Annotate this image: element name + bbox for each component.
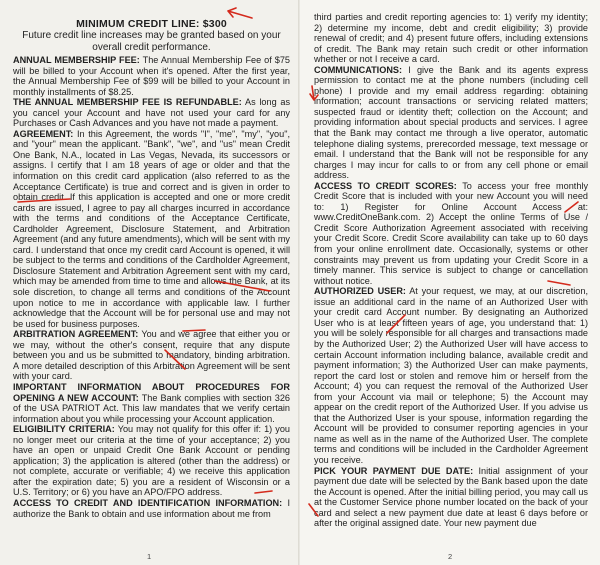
section-heading: THE ANNUAL MEMBERSHIP FEE IS REFUNDABLE: [13, 97, 242, 108]
agreement-section [13, 129, 290, 329]
section-text: In this Agreement, the words "I", "me", "my", "you", and "your" mean the applicant. "Bank", "we", and "us" mean Credit One Bank, N.A., located in Las Vegas, Nevada, its successors or assigns. I certify that I am 18 years of age or older and that the information on this credit card application (also referred to as the Acceptance Certificate) is true and correct and is given in order to obtain credit. If this application is accepted and one or more credit cards are issued, I agree to pay all charges incurred in accordance with the terms and conditions of the Acceptance Certificate, Cardholder Agreement, Disclosure Statement, and Arbitration Agreement (and any future amendments), which will be sent with my card. I understand that once my credit card Account is opened, it will be subject to the terms and conditions of the Cardholder Agreement, Disclosure Statement and Arbitration Agreement sent with my card, which may be amended from time to time and allows the Bank, at its sole discretion, to change all terms and conditions of the Account upon notice to me in accordance with applicable law. I further acknowledge that the Account will be for personal use and may not be used for business purposes. [13, 128, 290, 329]
eligibility-section [13, 424, 290, 498]
section-text: You may not qualify for this offer if: 1) you no longer meet our criteria at the time of your acceptance; 2) you have an open or unpaid Credit One Bank Account or pending application; 3) the application is altered (other than the address) or not complete, accurate or verifiable; 4) we receive this application after the expiration date; 5) you are a resident of Wisconsin or a U.S. Territory; or 6) you have an APO/FPO address. [13, 424, 290, 498]
refundable-section [13, 97, 290, 129]
section-text: Initial assignment of your payment due date will be selected by the Bank based upon the date the Account is opened. After the initial billing period, you may call us at the Customer Service phone number located on the back of your card and select a new payment due date at least 6 days before or after the original assigned date. Your new payment due [314, 465, 588, 529]
page-number: 1 [147, 552, 152, 561]
section-heading: COMMUNICATIONS: [314, 64, 403, 75]
section-heading: IMPORTANT INFORMATION ABOUT PROCEDURES FOR OPENING A NEW ACCOUNT: [13, 381, 290, 403]
communications-section [314, 65, 588, 181]
page-number: 2 [448, 552, 453, 561]
page-title: MINIMUM CREDIT LINE: $300 [76, 18, 227, 30]
section-heading: ARBITRATION AGREEMENT: [13, 329, 139, 340]
section-text: I give the Bank and its agents express permission to contact me at the phone numbers (including cell phone) I provide and my email address regarding: obtaining information; account transactions or servicing related matters; suspected fraud or identity theft; collection on the Account; and providing information about special products and services. I agree that the Bank may contact me through a live operator, automatic telephone dialing systems, prerecorded message, text message or email. I understand that the Bank will not be responsible for any charges I may incur for calls to or from any cell phone or email address. [314, 64, 589, 181]
identification-section [13, 498, 290, 519]
continued-section [314, 12, 588, 65]
right-page [300, 0, 600, 565]
payment-due-date-section [314, 466, 588, 529]
patriot-act-section [13, 382, 290, 424]
section-heading: AGREEMENT: [13, 128, 74, 139]
annual-fee-section [13, 55, 290, 97]
authorized-user-section [314, 286, 588, 465]
section-text: The Annual Membership Fee of $75 will be billed to your Account when it's opened. After the first year, the Annual Membership Fee of $99 will be billed to your Account in monthly installments of $8.25. [13, 55, 290, 97]
credit-scores-section [314, 181, 588, 286]
section-text: The Bank complies with section 326 of the USA PATRIOT Act. This law mandates that we verify certain information about you while processing your Account application. [13, 392, 290, 424]
section-heading: ANNUAL MEMBERSHIP FEE: [13, 55, 140, 65]
section-heading: PICK YOUR PAYMENT DUE DATE: [314, 465, 474, 476]
top-fragment [13, 6, 290, 12]
section-heading: ACCESS TO CREDIT SCORES: [314, 180, 457, 191]
section-text: To access your free monthly Credit Score that is included with your new Account you will need to: 1) Register for Online Account Access at: www.CreditOneBank.com. 2) Accept the online Terms of Use / Credit Score Authorization Agreement associated with receiving your Credit Score. Credit Score availability can take up to 60 days from your online enrollment date. Occasionally, systems or other constraints may prevent us from updating your Credit Score in a timely manner. This service is subject to change or cancellation without notice. [314, 180, 589, 286]
section-text: third parties and credit reporting agencies to: 1) verify my identity; 2) determine my income, debt and credit eligibility; 3) provide renewal of credit; and 4) present future offers, including extensions of credit. The Bank may retain such credit or other information whether or not I receive a card. [314, 12, 588, 65]
section-text: As long as you cancel your Account and have not used your card for any Purchases or Cash Advances and you have not made a payment. [13, 97, 291, 129]
credit-line-heading [13, 18, 290, 53]
section-text: You and we agree that either you or we may, without the other's consent, require that any dispute between you and us be submitted to mandatory, binding arbitration. A more detailed description of this Arbitration Agreement will be sent with your card. [13, 329, 291, 382]
section-text: At your request, we may, at our discretion, issue an additional card in the name of an Authorized User with your credit card Account number. By designating an Authorized User who is at least fifteen years of age, you understand that: 1) you will be solely responsible for all charges and transactions made by the Authorized User; 2) the Authorized User will have access to certain Account information including balance, available credit and payment information; 3) the Authorized User can make payments, report the card lost or stolen and remove him or herself from the Account; 4) you can request the removal of the Authorized User from your Account via mail or telephone; 5) the Account may appear on the credit report of the Authorized User. If you advise us that the Authorized User is your spouse, information regarding the Account will be provided to consumer reporting agencies in your name as well as in the name of the Authorized User. The complete terms and conditions will be included in the Cardholder Agreement you receive. [314, 286, 588, 465]
section-heading: ACCESS TO CREDIT AND IDENTIFICATION INFORMATION: [13, 497, 283, 508]
section-text: I authorize the Bank to obtain and use information about me from [13, 497, 290, 519]
section-heading: AUTHORIZED USER: [314, 286, 406, 297]
section-heading: ELIGIBILITY CRITERIA: [13, 424, 115, 435]
page-subtitle: Future credit line increases may be granted based on your overall credit performance. [22, 30, 281, 53]
arbitration-section [13, 329, 290, 382]
